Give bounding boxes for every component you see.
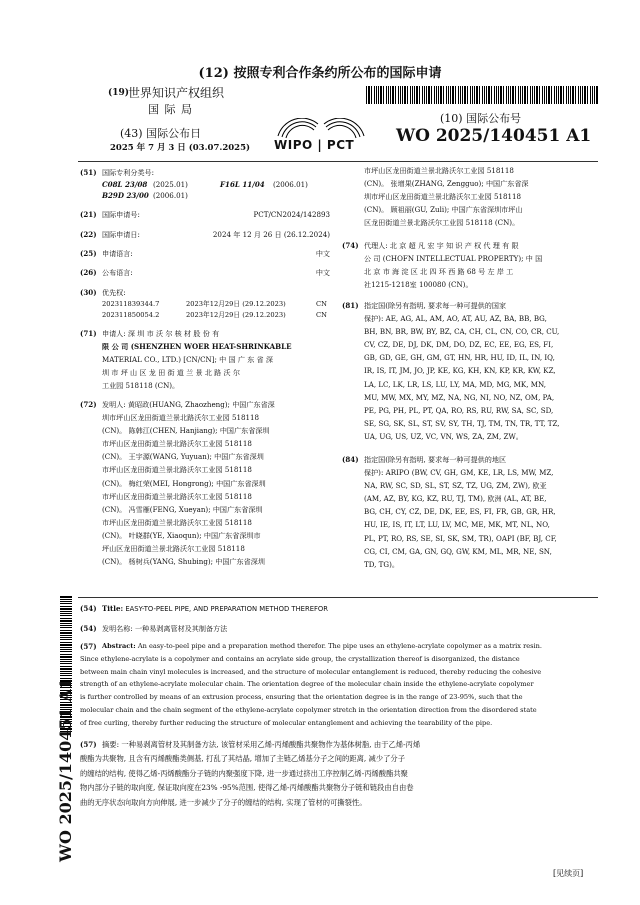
field-81-number: (81) [342, 301, 359, 310]
ipc-version-3: (2006.01) [153, 191, 188, 200]
state-line: NA, RW, SC, SD, SL, ST, SZ, TZ, UG, ZM, ZW), 欧亚 [364, 481, 547, 491]
designated-states-national [364, 299, 598, 443]
agent-line: 公 司 (CHOFN INTELLECTUAL PROPERTY); 中 国 [364, 254, 543, 264]
field-71-number: (71) [80, 329, 97, 338]
publication-date-label: (43) 国际公布日 [120, 127, 202, 140]
field-22-number: (22) [80, 230, 97, 239]
agent-block [364, 239, 598, 291]
state-line: SE, SG, SK, SL, ST, SV, SY, TH, TJ, TM, TN, TR, TT, TZ, [364, 418, 560, 428]
ipc-version-1: (2025.01) [153, 180, 188, 189]
field-22-title: 国际申请日: [102, 230, 140, 239]
field-21-title: 国际申请号: [102, 210, 140, 219]
header-barcode [366, 86, 598, 104]
state-line: CV, CZ, DE, DJ, DK, DM, DO, DZ, EC, EE, EG, ES, FI, [364, 340, 554, 350]
inventor-line: 坪山区龙田街道兰景北路沃尔工业园 518118 [102, 544, 245, 554]
abstract-cn-line: 曲的无序状态向取向方向伸展, 进一步减少了分子的缠结的结构, 实现了管材的可撕裂性。 [80, 797, 367, 807]
inventor-line: 市坪山区龙田街道兰景北路沃尔工业园 518118 [364, 166, 514, 175]
priority-number-2: 202311850054.2 [102, 311, 160, 319]
inventor-block [102, 398, 330, 568]
body-rule [78, 597, 598, 598]
abstract-cn-line: 酸酯为共聚物, 且含有丙烯酸酯类侧基, 打乱了其结晶, 增加了主链乙烯基分子之间的距离, 减少了分子 [80, 754, 406, 764]
inventor-line: (CN)。 陈韩江(CHEN, Hanjiang); 中国广东省深圳 [102, 426, 270, 436]
agent-line: 代理人: 北 京 超 凡 宏 宇 知 识 产 权 代 理 有 限 [364, 241, 519, 250]
inventor-continued-block [364, 164, 598, 229]
field-26-title: 公布语言: [102, 268, 133, 277]
state-line: PE, PG, PH, PL, PT, QA, RO, RS, RU, RW, SA, SC, SD, [364, 405, 554, 415]
abstract-en-line: molecular chain and the chain segment of the ethylene-acrylate copolymer stretch in the orientation direction from the disordered state [80, 705, 537, 714]
state-line: PL, PT, RO, RS, SE, SI, SK, SM, TR), OAPI (BF, BJ, CF, [364, 533, 557, 543]
field-84-number: (84) [342, 455, 359, 464]
side-publication-number: WO 2025/140451 A1 [56, 678, 75, 862]
field-57-cn-number: (57) [80, 740, 97, 749]
ipc-code-2: F16L 11/04 [220, 180, 265, 189]
field-72-number: (72) [80, 400, 97, 409]
abstract-en-line: Since ethylene-acrylate is a copolymer and contains an acrylate side group, the crystallization thereof is disorganized, the distance [80, 654, 520, 663]
priority-number-1: 202311839344.7 [102, 300, 160, 308]
inventor-line: (CN)。 张增果(ZHANG, Zengguo); 中国广东省深 [364, 179, 529, 189]
inventor-line: 圳市坪山区龙田街道兰景北路沃尔工业园 518118 [364, 192, 522, 202]
field-30-number: (30) [80, 288, 97, 297]
abstract-cn-line: 物内部分子链的取向度, 保证取向度在23% -95%范围, 使得乙烯-丙烯酸酯共聚物分子链和链段由自由卷 [80, 783, 414, 793]
org-sub: 国 际 局 [148, 103, 193, 116]
abstract-cn-line: 摘要: 一种易剥离管材及其制备方法, 该管材采用乙烯-丙烯酸酯共聚物作为基体树脂, 由于乙烯-丙烯 [102, 740, 421, 749]
agent-line: 社1215-1218室 100080 (CN)。 [364, 280, 473, 290]
publication-number-label: (10) 国际公布号 [440, 112, 522, 125]
inventor-line: 区龙田街道兰景北路沃尔工业园 518118 (CN)。 [364, 218, 520, 228]
continued-note: [见续页] [553, 869, 584, 878]
priority-date-1: 2023年12月29日 (29.12.2023) [186, 300, 286, 308]
ipc-code-3: B29D 23/00 [102, 191, 149, 200]
publication-language: 中文 [315, 268, 330, 277]
header-rule [78, 161, 598, 162]
inventor-line: 圳市坪山区龙田街道兰景北路沃尔工业园 518118 [102, 413, 260, 423]
applicant-line: 工业园 518118 (CN)。 [102, 381, 180, 391]
state-line: 保护): ARIPO (BW, CV, GH, GM, KE, LR, LS, MW, MZ, [364, 468, 554, 478]
state-line: IR, IS, IT, JM, JO, JP, KE, KG, KH, KN, KP, KR, KW, KZ, [364, 366, 556, 376]
state-line: MU, MW, MX, MY, MZ, NA, NG, NI, NO, NZ, OM, PA, [364, 392, 555, 402]
inventor-line: (CN)。 叶晓群(YE, Xiaoqun); 中国广东省深圳市 [102, 530, 261, 540]
ipc-version-2: (2006.01) [273, 180, 308, 189]
state-line: HU, IE, IS, IT, LT, LU, LV, MC, ME, MK, MT, NL, NO, [364, 520, 550, 530]
state-line: (AM, AZ, BY, KG, KZ, RU, TJ, TM), 欧洲 (AL, AT, BE, [364, 494, 547, 504]
inventor-line: (CN)。 顾祖丽(GU, Zuli); 中国广东省深圳市坪山 [364, 205, 523, 215]
applicant-line: 申请人: 深 圳 市 沃 尔 核 材 股 份 有 [102, 329, 220, 338]
abstract-cn [80, 738, 598, 810]
inventor-line: 市坪山区龙田街道兰景北路沃尔工业园 518118 [102, 491, 252, 501]
title-en [102, 602, 598, 616]
field-25-title: 申请语言: [102, 249, 133, 258]
document-title: (12) 按照专利合作条约所公布的国际申请 [198, 66, 442, 81]
inventor-line: (CN)。 王宇源(WANG, Yuyuan); 中国广东省深圳 [102, 452, 264, 462]
field-21-number: (21) [80, 210, 97, 219]
priority-country-1: CN [316, 300, 327, 308]
wipo-logo [272, 118, 370, 154]
applicant-block [102, 327, 330, 392]
abstract-en-line: of free curling, thereby further reducing the structure of molecular entanglement and achieving the tearability of the pipe. [80, 718, 493, 727]
filing-date: 2024 年 12 月 26 日 (26.12.2024) [212, 230, 330, 239]
field-26-number: (26) [80, 268, 97, 277]
abstract-en-label: Abstract: [102, 642, 136, 650]
org-number: (19) [108, 88, 130, 98]
abstract-en [80, 640, 598, 730]
field-54-cn-number: (54) [80, 624, 97, 633]
abstract-en-line: between main chain vinyl molecules is increased, and the structure of molecular entanglement is reduced, thereby reducing the cohesive [80, 667, 542, 676]
agent-line: 北 京 市 海 淀 区 北 四 环 西 路 68 号 左 岸 工 [364, 267, 514, 277]
state-line: 指定国(除另有指明, 要求每一种可提供的国家 [364, 301, 507, 310]
state-line: 指定国(除另有指明, 要求每一种可提供的地区 [364, 455, 507, 464]
field-25-number: (25) [80, 249, 97, 258]
applicant-line: 圳 市 坪 山 区 龙 田 街 道 兰 景 北 路 沃 尔 [102, 368, 240, 378]
field-30-title: 优先权: [102, 288, 126, 297]
state-line: UA, UG, US, UZ, VC, VN, WS, ZA, ZM, ZW。 [364, 431, 523, 441]
title-en-text: EASY-TO-PEEL PIPE, AND PREPARATION METHOD THEREFOR [125, 605, 328, 613]
org-name: 世界知识产权组织 [128, 86, 225, 100]
ipc-code-1: C08L 23/08 [102, 180, 148, 189]
state-line: CG, CI, CM, GA, GN, GQ, GW, KM, ML, MR, NE, SN, [364, 546, 552, 556]
publication-number: WO 2025/140451 A1 [396, 126, 592, 146]
state-line: GB, GD, GE, GH, GM, GT, HN, HR, HU, ID, IL, IN, IQ, [364, 353, 555, 363]
abstract-en-line: strength of an ethylene-acrylate molecular chain. The orientation degree of the molecular chain inside the ethylene-acrylate copolymer [80, 680, 534, 689]
state-line: LA, LC, LK, LR, LS, LU, LY, MA, MD, MG, MK, MN, [364, 379, 546, 389]
filing-language: 中文 [315, 249, 330, 258]
designated-states-regional [364, 453, 598, 571]
field-51-number: (51) [80, 168, 97, 177]
state-line: BG, CH, CY, CZ, DE, DK, EE, ES, FI, FR, GB, GR, HR, [364, 507, 556, 517]
inventor-line: 市坪山区龙田街道兰景北路沃尔工业园 518118 [102, 465, 252, 475]
applicant-line: MATERIAL CO., LTD.) [CN/CN]; 中 国 广 东 省 深 [102, 355, 273, 365]
abstract-cn-line: 的缠结的结构, 使得乙烯-丙烯酸酯分子链的内聚强度下降, 进一步通过挤出工序控制乙烯-丙烯酸酯共聚 [80, 768, 408, 778]
field-54-number: (54) [80, 604, 97, 613]
priority-country-2: CN [316, 311, 327, 319]
field-74-number: (74) [342, 241, 359, 250]
state-line: TD, TG)。 [364, 559, 399, 569]
application-number: PCT/CN2024/142893 [253, 210, 330, 219]
inventor-line: (CN)。 冯雪雁(FENG, Xueyan); 中国广东省深圳 [102, 504, 263, 514]
title-en-label: Title: [102, 604, 124, 613]
priority-date-2: 2023年12月29日 (29.12.2023) [186, 311, 286, 319]
inventor-line: 市坪山区龙田街道兰景北路沃尔工业园 518118 [102, 517, 252, 527]
title-cn: 发明名称: 一种易剥离管材及其制备方法 [102, 624, 228, 633]
abstract-en-line: is further controlled by means of an extrusion process, ensuring that the orientation degree is in the range of 23-95%, such that the [80, 693, 523, 702]
field-51-title: 国际专利分类号: [102, 168, 155, 177]
state-line: BH, BN, BR, BW, BY, BZ, CA, CH, CL, CN, CO, CR, CU, [364, 327, 560, 337]
inventor-line: (CN)。 梅红荣(MEI, Hongrong); 中国广东省深圳 [102, 478, 266, 488]
applicant-line: 限 公 司 (SHENZHEN WOER HEAT-SHRINKABLE [102, 342, 292, 352]
wipo-logo-text: WIPO | PCT [274, 138, 355, 152]
inventor-line: 市坪山区龙田街道兰景北路沃尔工业园 518118 [102, 439, 252, 449]
field-57-number: (57) [80, 642, 97, 651]
state-line: 保护): AE, AG, AL, AM, AO, AT, AU, AZ, BA, BB, BG, [364, 314, 547, 324]
abstract-en-line: An easy-to-peel pipe and a preparation method therefor. The pipe uses an ethylene-acrylate copolymer as a matrix resin. [137, 642, 542, 650]
publication-date: 2025 年 7 月 3 日 (03.07.2025) [110, 143, 251, 153]
inventor-line: 发明人: 黄昭政(HUANG, Zhaozheng); 中国广东省深 [102, 400, 275, 409]
inventor-line: (CN)。 杨树兵(YANG, Shubing); 中国广东省深圳 [102, 557, 265, 567]
